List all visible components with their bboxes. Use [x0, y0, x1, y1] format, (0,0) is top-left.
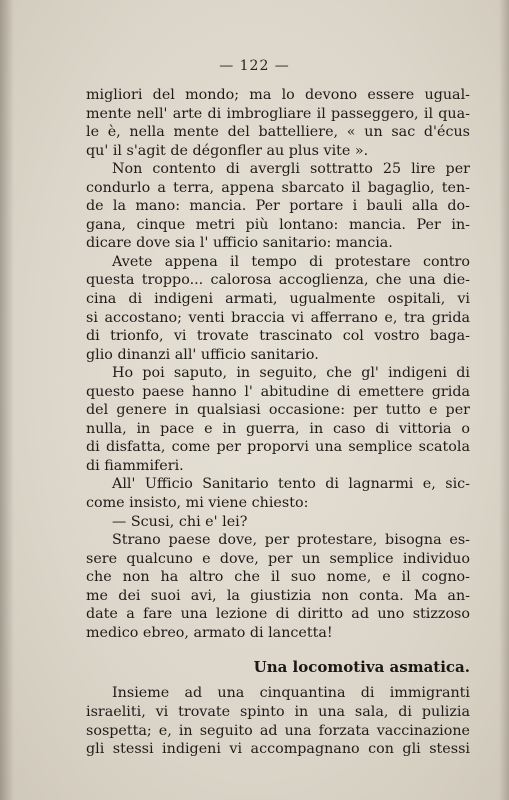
- text-line: condurlo a terra, appena sbarcato il bagaglio, ten-: [86, 179, 470, 196]
- text-line: dicare dove sia l' ufficio sanitario: mancia.: [86, 235, 393, 252]
- text-line: di fiammiferi.: [86, 457, 184, 474]
- text-line: migliori del mondo; ma lo devono essere ugual-: [86, 87, 470, 103]
- text-line: Ho poi saputo, in seguito, che gl' indigeni di: [112, 365, 470, 382]
- text-line: del genere in qualsiasi occasione: per tutto e per: [86, 402, 470, 419]
- text-line: si accostano; venti braccia vi afferrano e, tra grida: [86, 309, 470, 326]
- text-line: che non ha altro che il suo nome, e il cogno-: [86, 569, 470, 586]
- text-line: Insieme ad una cinquantina di immigranti: [112, 685, 470, 702]
- text-line: questo paese hanno l' abitudine di emettere grida: [86, 383, 470, 400]
- page-gutter-shadow: [0, 0, 14, 800]
- text-line: Avete appena il tempo di protestare contro: [112, 253, 470, 270]
- text-line: di trionfo, vi trovate trascinato col vostro baga-: [86, 328, 470, 345]
- text-line: All' Ufficio Sanitario tento di lagnarmi e, sic-: [112, 476, 470, 493]
- text-line: qu' il s'agit de dégonfler au plus vite ».: [86, 142, 369, 159]
- text-line: questa troppo... calorosa accoglienza, che una die-: [86, 272, 470, 289]
- text-section-main: [86, 86, 470, 642]
- text-line: gli stessi indigeni vi accompagnano con gli stessi: [86, 741, 470, 758]
- text-line: israeliti, vi trovate spinto in una sala, di pulizia: [86, 703, 470, 720]
- text-section-following: [86, 684, 470, 758]
- text-line: di disfatta, come per proporvi una semplice scatola: [86, 439, 470, 456]
- text-line: come insisto, mi viene chiesto:: [86, 495, 309, 512]
- text-line: medico ebreo, armato di lancetta!: [86, 624, 333, 641]
- text-line: sere qualcuno e dove, per un semplice individuo: [86, 550, 470, 567]
- text-line: Strano paese dove, per protestare, bisogna es-: [112, 532, 470, 549]
- text-line: glio dinanzi all' ufficio sanitario.: [86, 346, 319, 363]
- text-line: Non contento di avergli sottratto 25 lire per: [112, 161, 470, 178]
- text-line: sospetta; e, in seguito ad una forzata vaccinazione: [86, 722, 470, 739]
- section-heading: Una locomotiva asmatica.: [253, 658, 470, 677]
- page-number: — 122 —: [219, 58, 290, 74]
- text-line: nulla, in pace e in guerra, in caso di vittoria o: [86, 420, 470, 437]
- text-line: le è, nella mente del battelliere, « un sac d'écus: [86, 124, 470, 141]
- text-line: — Scusi, chi e' lei?: [112, 513, 248, 530]
- text-line: date a fare una lezione di diritto ad uno stizzoso: [86, 606, 470, 623]
- text-line: me dei suoi avi, la giustizia non conta. Ma an-: [86, 587, 470, 604]
- text-line: de la mano: mancia. Per portare i bauli alla do-: [86, 198, 470, 215]
- text-line: gana, cinque metri più lontano: mancia. Per in-: [86, 216, 470, 233]
- text-line: cina di indigeni armati, ugualmente ospitali, vi: [86, 291, 470, 308]
- page-edge-shadow: [499, 0, 509, 800]
- text-line: mente nell' arte di imbrogliare il passeggero, il qua-: [86, 105, 470, 122]
- body-text: [86, 86, 470, 759]
